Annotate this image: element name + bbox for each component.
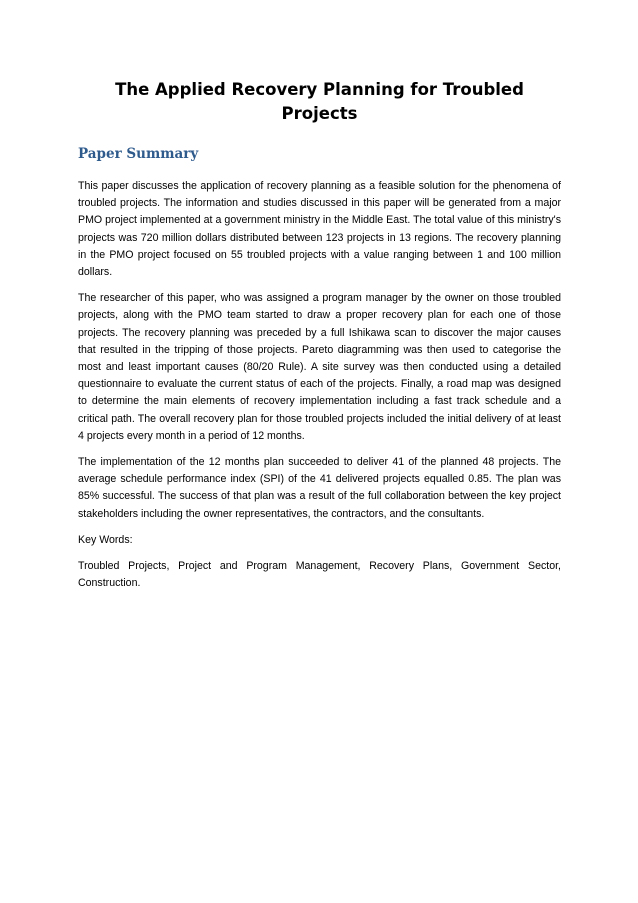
summary-paragraph-2: The researcher of this paper, who was assigned a program manager by the owner on those troubled projects, along with the PMO team started to draw a proper recovery plan for each one of those projects. The recovery planning was preceded by a full Ishikawa scan to discover the major causes that resulted in the tripping of those projects. Pareto diagramming was then used to categorise the most and least important causes (80/20 Rule). A site survey was then conducted using a detailed questionnaire to evaluate the current status of each of the projects. Finally, a road map was designed to determine the main elements of recovery implementation including a fast track schedule and a critical path. The overall recovery plan for those troubled projects included the initial delivery of at least 4 projects every month in a period of 12 months. <box>78 292 561 442</box>
section-heading-paper-summary: Paper Summary <box>78 146 199 162</box>
keywords-text: Troubled Projects, Project and Program Management, Recovery Plans, Government Sector, Construction. <box>78 560 561 590</box>
summary-paragraph-3: The implementation of the 12 months plan succeeded to deliver 41 of the planned 48 projects. The average schedule performance index (SPI) of the 41 delivered projects equalled 0.85. The plan was 85% successful. The success of that plan was a result of the full collaboration between the key project stakeholders including the owner representatives, the contractors, and the consultants. <box>78 456 561 520</box>
document-title: The Applied Recovery Planning for Troubled Projects <box>115 80 524 123</box>
summary-paragraph-1: This paper discusses the application of recovery planning as a feasible solution for the phenomena of troubled projects. The information and studies discussed in this paper will be generated from a major PMO project implemented at a government ministry in the Middle East. The total value of this ministry's projects was 720 million dollars distributed between 123 projects in 13 regions. The recovery planning in the PMO project focused on 55 troubled projects with a value ranging between 1 and 100 million dollars. <box>78 180 561 279</box>
keywords-label: Key Words: <box>78 533 133 546</box>
document-page <box>78 78 561 592</box>
